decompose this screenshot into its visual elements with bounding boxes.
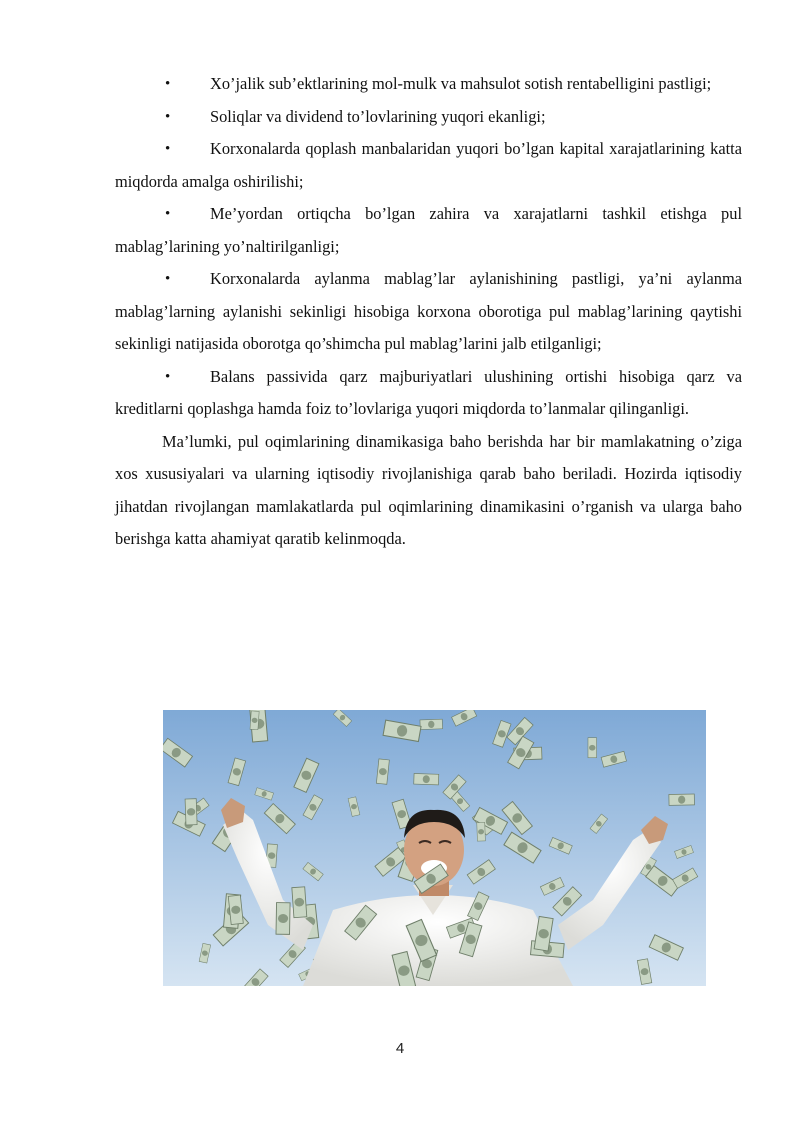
bullet-item: [115, 101, 742, 134]
banknote: [292, 887, 307, 918]
bullet-text: Balans passivida qarz majburiyatlari ulushining ortishi hisobiga qarz va kreditlarni qoplashga hamda foiz to’lovlariga yuqori miqdorda to’lanmalar qilinganligi.: [115, 366, 742, 418]
bullet-icon: •: [165, 206, 171, 222]
banknote: [228, 895, 243, 924]
banknote: [420, 719, 443, 729]
bullet-text: Korxonalarda aylanma mablag’lar aylanishining pastligi, ya’ni aylanma mablag’larning aylanishi sekinligi hisobiga korxona oborotiga pul mablag’larining qaytishi sekinligi natijasida oborotga qo’shimcha pul mablag’larini jalb etilganligi;: [115, 269, 742, 353]
bullet-icon: •: [165, 76, 171, 92]
banknote: [376, 759, 389, 784]
banknote: [276, 903, 290, 935]
page-number: 4: [395, 1040, 405, 1057]
banknote: [185, 799, 197, 825]
bullet-icon: •: [165, 368, 171, 385]
bullet-text: Xo’jalik sub’ektlarining mol-mulk va mahsulot sotish rentabelligini pastligi;: [210, 74, 712, 93]
photo-illustration: [163, 710, 706, 986]
banknote: [250, 711, 259, 730]
banknote: [477, 822, 486, 841]
bullet-item: [115, 361, 742, 426]
banknote: [588, 738, 597, 758]
body-paragraph: Ma’lumki, pul oqimlarining dinamikasiga baho berishda har bir mamlakatning o’ziga xos xususiyalari va ularning iqtisodiy rivojlanishiga qarab baho beriladi. Hozirda iqtisodiy jihatdan rivojlangan mamlakatlarda pul oqimlarining dinamikasini o’rganish va ularga baho berishga katta ahamiyat qaratib kelinmoqda.: [115, 431, 742, 548]
bullet-item: [115, 198, 742, 263]
bullet-item: [115, 68, 742, 101]
banknote: [414, 773, 439, 784]
bullet-icon: •: [165, 108, 171, 125]
banknote: [669, 794, 695, 805]
bullet-text: Soliqlar va dividend to’lovlarining yuqori ekanligi;: [210, 106, 546, 126]
bullet-text: Me’yordan ortiqcha bo’lgan zahira va xarajatlarni tashkil etishga pul mablag’larining yo’naltirilganligi;: [115, 204, 742, 256]
bullet-icon: •: [165, 271, 171, 287]
document-body: [115, 68, 742, 556]
bullet-icon: •: [165, 141, 171, 157]
bullet-item: [115, 133, 742, 198]
bullet-text: Korxonalarda qoplash manbalaridan yuqori bo’lgan kapital xarajatlarining katta miqdorda amalga oshirilishi;: [115, 139, 742, 191]
money-rain-photo: [163, 710, 706, 986]
bullet-item: [115, 263, 742, 361]
